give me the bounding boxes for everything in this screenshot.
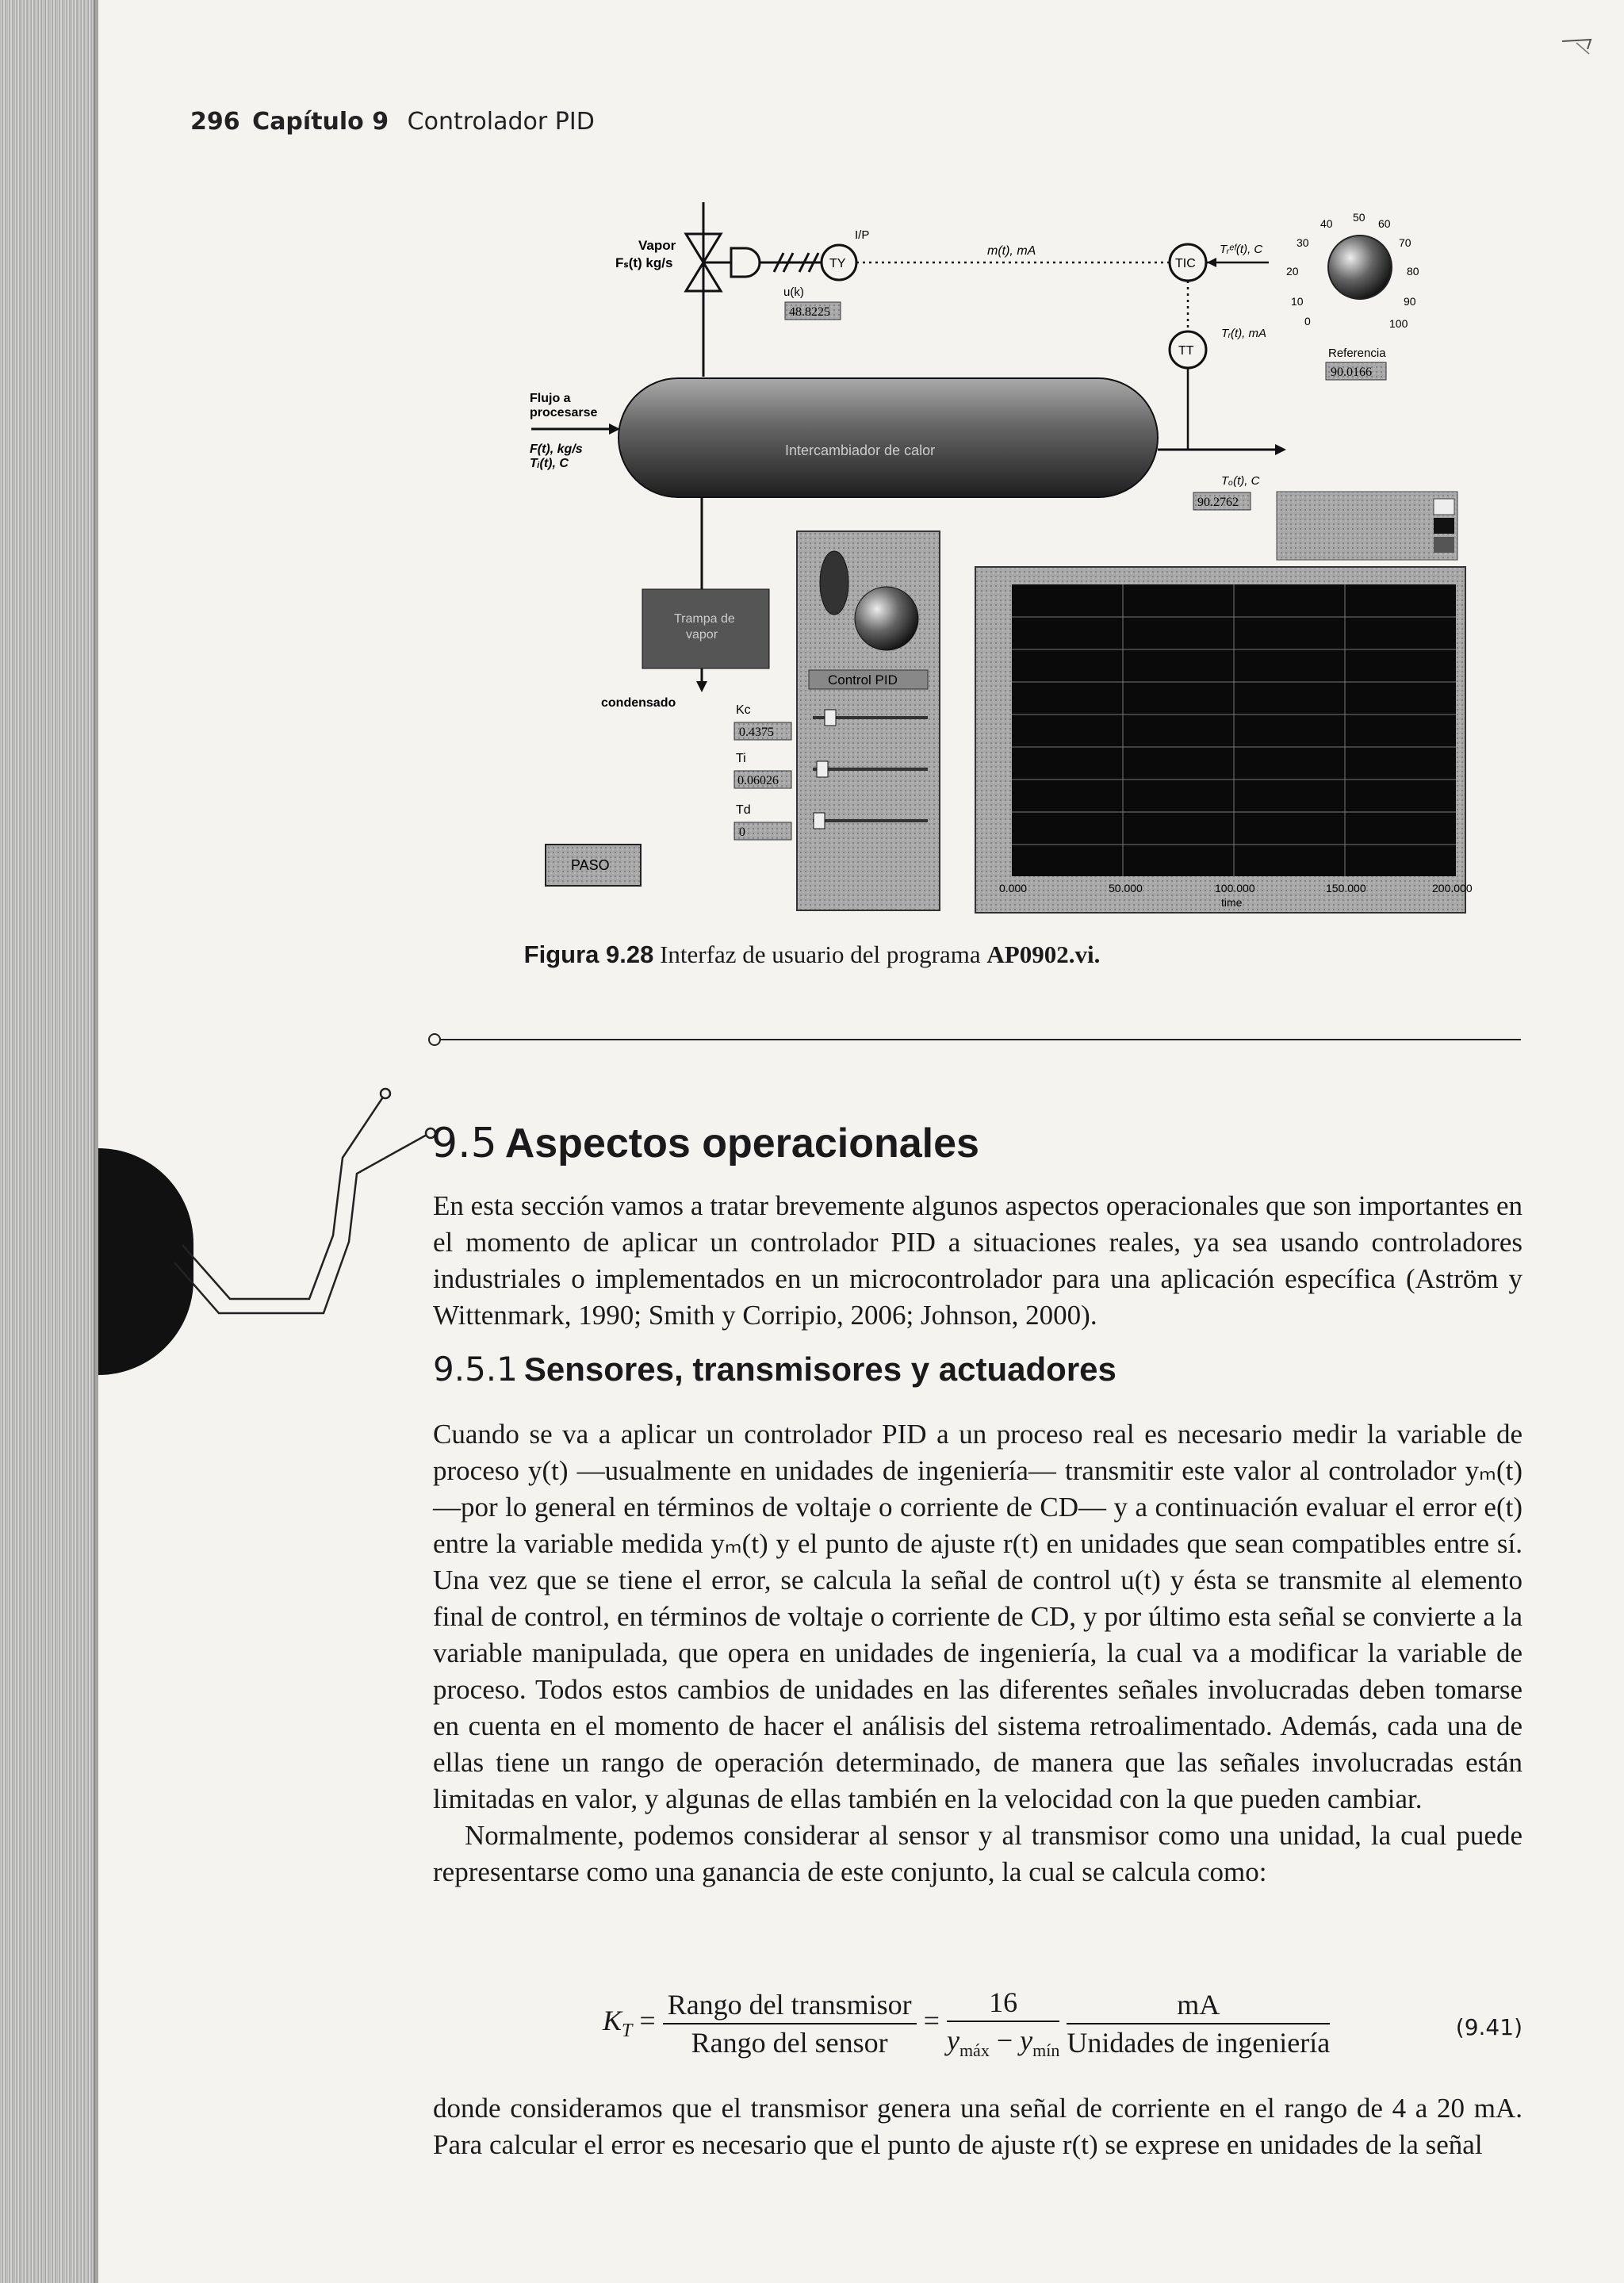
kc-label: Kc [736,703,751,717]
section-ornament-circuit [159,1086,444,1324]
svg-text:150.000: 150.000 [1326,882,1366,894]
scan-edge-strip [0,0,95,2283]
running-head [190,108,595,136]
svg-text:200.000: 200.000 [1432,882,1473,894]
equation-number: (9.41) [1455,2014,1522,2040]
mode-knob[interactable] [855,587,918,650]
corner-fold-icon [1561,38,1592,57]
ti-value: 0.06026 [737,774,779,787]
ti-slider-thumb[interactable] [817,761,828,777]
flow-f-label: F(t), kg/s [530,442,583,456]
actuator-icon [731,248,760,277]
condensado-label: condensado [601,696,676,710]
to-label: Tₒ(t), C [1221,474,1260,488]
svg-text:100: 100 [1389,317,1408,330]
kc-value: 0.4375 [739,726,774,739]
tr-ref-label: Tᵣᵉᶠ(t), C [1220,243,1263,256]
vapor-flow-label: Fₛ(t) kg/s [615,255,673,270]
vapor-label: Vapor [638,238,676,253]
caption-program: AP0902.vi. [986,940,1101,968]
td-slider-thumb[interactable] [814,813,825,829]
uk-value: 48.8225 [789,305,830,319]
tic-label: TIC [1175,257,1196,270]
caption-text: Interfaz de usuario del programa [660,940,981,968]
flow-ti-label: Tᵢ(t), C [530,457,569,470]
flujo-label: Flujo a [530,392,571,405]
figure-labview-interface [523,194,1475,920]
page-number: 296 [190,108,240,136]
subsection-body-continued [433,2090,1522,2163]
td-label: Td [736,803,751,817]
eq-num-3: mA [1067,1988,1330,2024]
eq-fraction-2 [947,1986,1059,2061]
to-value: 90.2762 [1197,496,1239,509]
ty-label: TY [829,257,846,270]
heat-exchanger [619,378,1158,497]
subsection-body [433,1416,1522,1890]
kc-slider-thumb[interactable] [825,710,836,726]
figure-caption [0,940,1624,969]
power-switch[interactable] [820,551,848,615]
subsection-number: 9.5.1 [433,1350,518,1389]
section-divider [435,1039,1521,1040]
eq-fraction-3 [1067,1988,1330,2059]
trampa-label: Trampa de [674,612,735,626]
chapter-label: Capítulo 9 [252,108,389,136]
exchanger-label: Intercambiador de calor [785,442,936,458]
svg-text:50.000: 50.000 [1109,882,1143,894]
setpoint-knob[interactable] [1328,236,1392,299]
ti-label: Ti [736,752,746,765]
svg-text:60: 60 [1378,217,1391,230]
chart-x-label: time [1221,896,1243,909]
mt-label: m(t), mA [987,244,1036,258]
svg-text:40: 40 [1320,217,1333,230]
tt-label: TT [1178,344,1194,358]
svg-text:10: 10 [1291,295,1304,308]
chapter-title: Controlador PID [407,108,595,136]
svg-text:80: 80 [1407,265,1419,278]
subsection-heading [433,1350,1116,1389]
svg-text:30: 30 [1297,236,1309,249]
eq-equals-2: = [923,2004,940,2036]
ref-value: 90.0166 [1331,366,1372,379]
eq-den-2: $y_{máx} - y_{mín}$ [946,2024,1060,2061]
eq-equals-1: = [639,2004,656,2036]
svg-text:20: 20 [1286,265,1299,278]
chart-legend [1277,492,1457,560]
scan-edge-line [94,0,98,2283]
eq-num-2: 16 [947,1986,1059,2022]
procesarse-label: procesarse [530,406,598,419]
svg-text:90: 90 [1404,295,1416,308]
intro-paragraph: En esta sección vamos a tratar brevemente algunos aspectos operacionales que son importantes en el momento de aplicar un controlador PID a situaciones reales, ya sea usando controladores industriales o implementados en un microcontrolador para una aplicación específica (Aström y Wittenmark, 1990; Smith y Corripio, 2006; Johnson, 2000). [433,1190,1522,1331]
caption-label: Figura 9.28 [523,940,654,968]
section-heading [431,1120,979,1167]
td-value: 0 [739,825,745,839]
uk-label: u(k) [783,285,804,299]
eq-lhs-sub: T [622,2021,633,2042]
body-paragraph-3: donde consideramos que el transmisor genera una señal de corriente en el rango de 4 a 20 mA. Para calcular el error es necesario que el punto de ajuste r(t) se exprese en unidades de la señal [433,2093,1522,2160]
eq-den-1: Rango del sensor [691,2026,888,2059]
body-paragraph-2: Normalmente, podemos considerar al sensor y al transmisor como una unidad, la cual puede representarse como una ganancia de este conjunto, la cual se calcula como: [433,1820,1522,1887]
section-number: 9.5 [431,1120,497,1167]
control-pid-label: Control PID [828,672,898,688]
svg-text:0: 0 [1304,315,1311,328]
ip-label: I/P [855,228,870,242]
equation-9-41 [603,1986,1522,2073]
control-panel [797,531,940,910]
section-intro [433,1188,1522,1334]
eq-num-1: Rango del transmisor [663,1988,917,2024]
tr-ma-label: Tᵣ(t), mA [1221,327,1267,340]
paso-label: PASO [571,857,610,873]
svg-text:100.000: 100.000 [1215,882,1255,894]
eq-lhs: K [603,2004,622,2036]
divider-node [428,1033,441,1046]
svg-text:70: 70 [1399,236,1411,249]
svg-text:50: 50 [1353,211,1365,224]
referencia-label: Referencia [1328,347,1386,360]
svg-text:0.000: 0.000 [999,882,1028,894]
body-paragraph-1: Cuando se va a aplicar un controlador PID a un proceso real es necesario medir la variable de proceso y(t) —usualmente en unidades de ingeniería— transmitir este valor al controlador yₘ(t) —por lo general en términos de voltaje o corriente de CD— y a continuación evaluar el error e(t) entre la variable medida yₘ(t) y el punto de ajuste r(t) en unidades que sean compatibles entre sí. Una vez que se tiene el error, se calcula la señal de control u(t) y ésta se transmite al elemento final de control, en términos de voltaje o corriente de CD, y por último esta señal se convierte a la variable manipulada, que opera en unidades de ingeniería, la cual va a modificar la variable de proceso. Todos estos cambios de unidades en las diferentes señales involucradas deben tomarse en cuenta en el momento de hacer el análisis del sistema retroalimentado. Además, cada una de ellas tiene un rango de operación determinado, de manera que las señales involucradas están limitadas en valor, y algunas de ellas también en la velocidad con la que pueden cambiar. [433,1419,1522,1814]
section-title: Aspectos operacionales [504,1120,979,1166]
eq-den-3: Unidades de ingeniería [1067,2026,1331,2059]
eq-fraction-1 [663,1988,917,2059]
vapor2-label: vapor [686,628,718,642]
subsection-title: Sensores, transmisores y actuadores [523,1350,1116,1388]
